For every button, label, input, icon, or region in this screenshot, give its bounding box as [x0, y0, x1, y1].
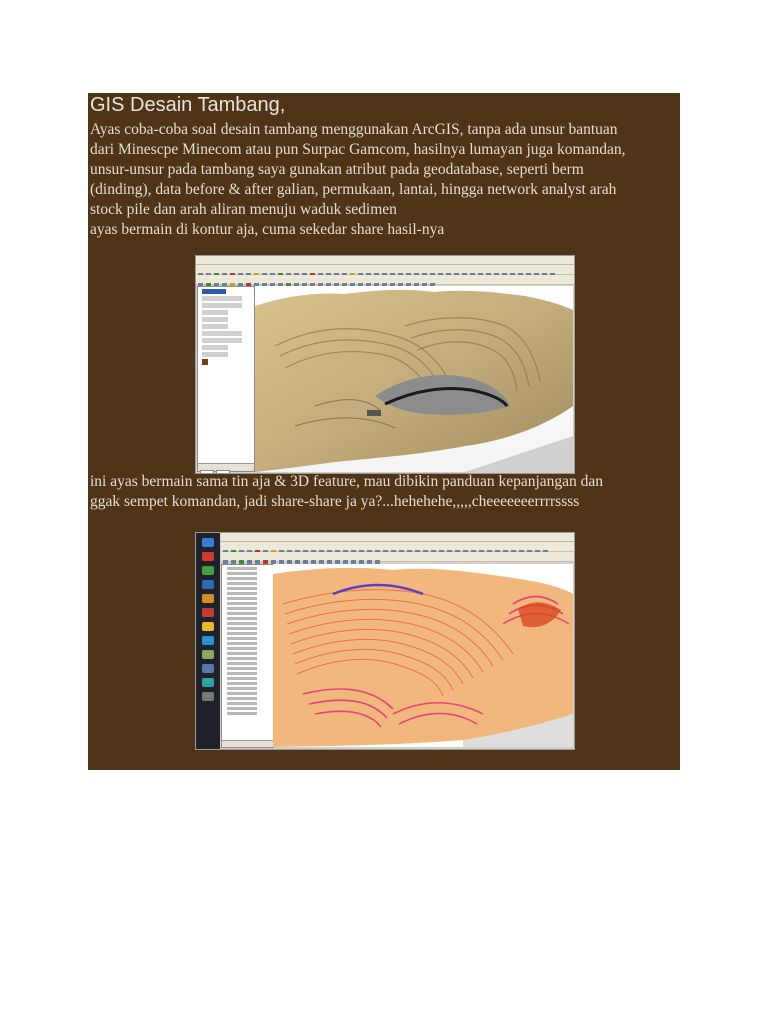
paragraph-line: stock pile dan arah aliran menuju waduk sedimen: [90, 201, 397, 218]
paragraph-line: ini ayas bermain sama tin aja & 3D feature, mau dibikin panduan kepanjangan dan: [90, 473, 604, 490]
terrain-3d-view: [255, 286, 573, 472]
contour-legend-panel: [221, 564, 274, 748]
terrain-3d-render: [255, 286, 573, 472]
table-of-contents-panel: [197, 286, 255, 472]
app-menubar: [196, 256, 574, 265]
post-paragraph-1: [90, 120, 680, 240]
os-taskbar: [196, 533, 220, 749]
post-panel: [88, 93, 680, 770]
arcscene-contour-screenshot: [195, 532, 575, 750]
contour-3d-view: [273, 564, 573, 748]
app-toolbar: [196, 275, 574, 285]
paragraph-line: dari Minescpe Minecom atau pun Surpac Gamcom, hasilnya lumayan juga komandan,: [90, 141, 626, 158]
app-toolbar: [196, 265, 574, 275]
paragraph-line: Ayas coba-coba soal desain tambang menggunakan ArcGIS, tanpa ada unsur bantuan: [90, 121, 618, 138]
contour-3d-render: [273, 564, 573, 747]
paragraph-line: unsur-unsur pada tambang saya gunakan atribut pada geodatabase, seperti berm: [90, 161, 584, 178]
post-paragraph-2: [90, 472, 680, 512]
paragraph-line: ggak sempet komandan, jadi share-share ja ya?...hehehehe,,,,,cheeeeeeerrrrssss: [90, 493, 580, 510]
paragraph-line: (dinding), data before & after galian, permukaan, lantai, hingga network analyst arah: [90, 181, 617, 198]
app-menubar: [221, 533, 574, 542]
arcscene-3d-terrain-screenshot: [195, 255, 575, 474]
post-title: GIS Desain Tambang,: [90, 94, 286, 116]
app-toolbar: [221, 552, 574, 562]
app-toolbar: [221, 542, 574, 552]
paragraph-line: ayas bermain di kontur aja, cuma sekedar share hasil-nya: [90, 221, 445, 238]
